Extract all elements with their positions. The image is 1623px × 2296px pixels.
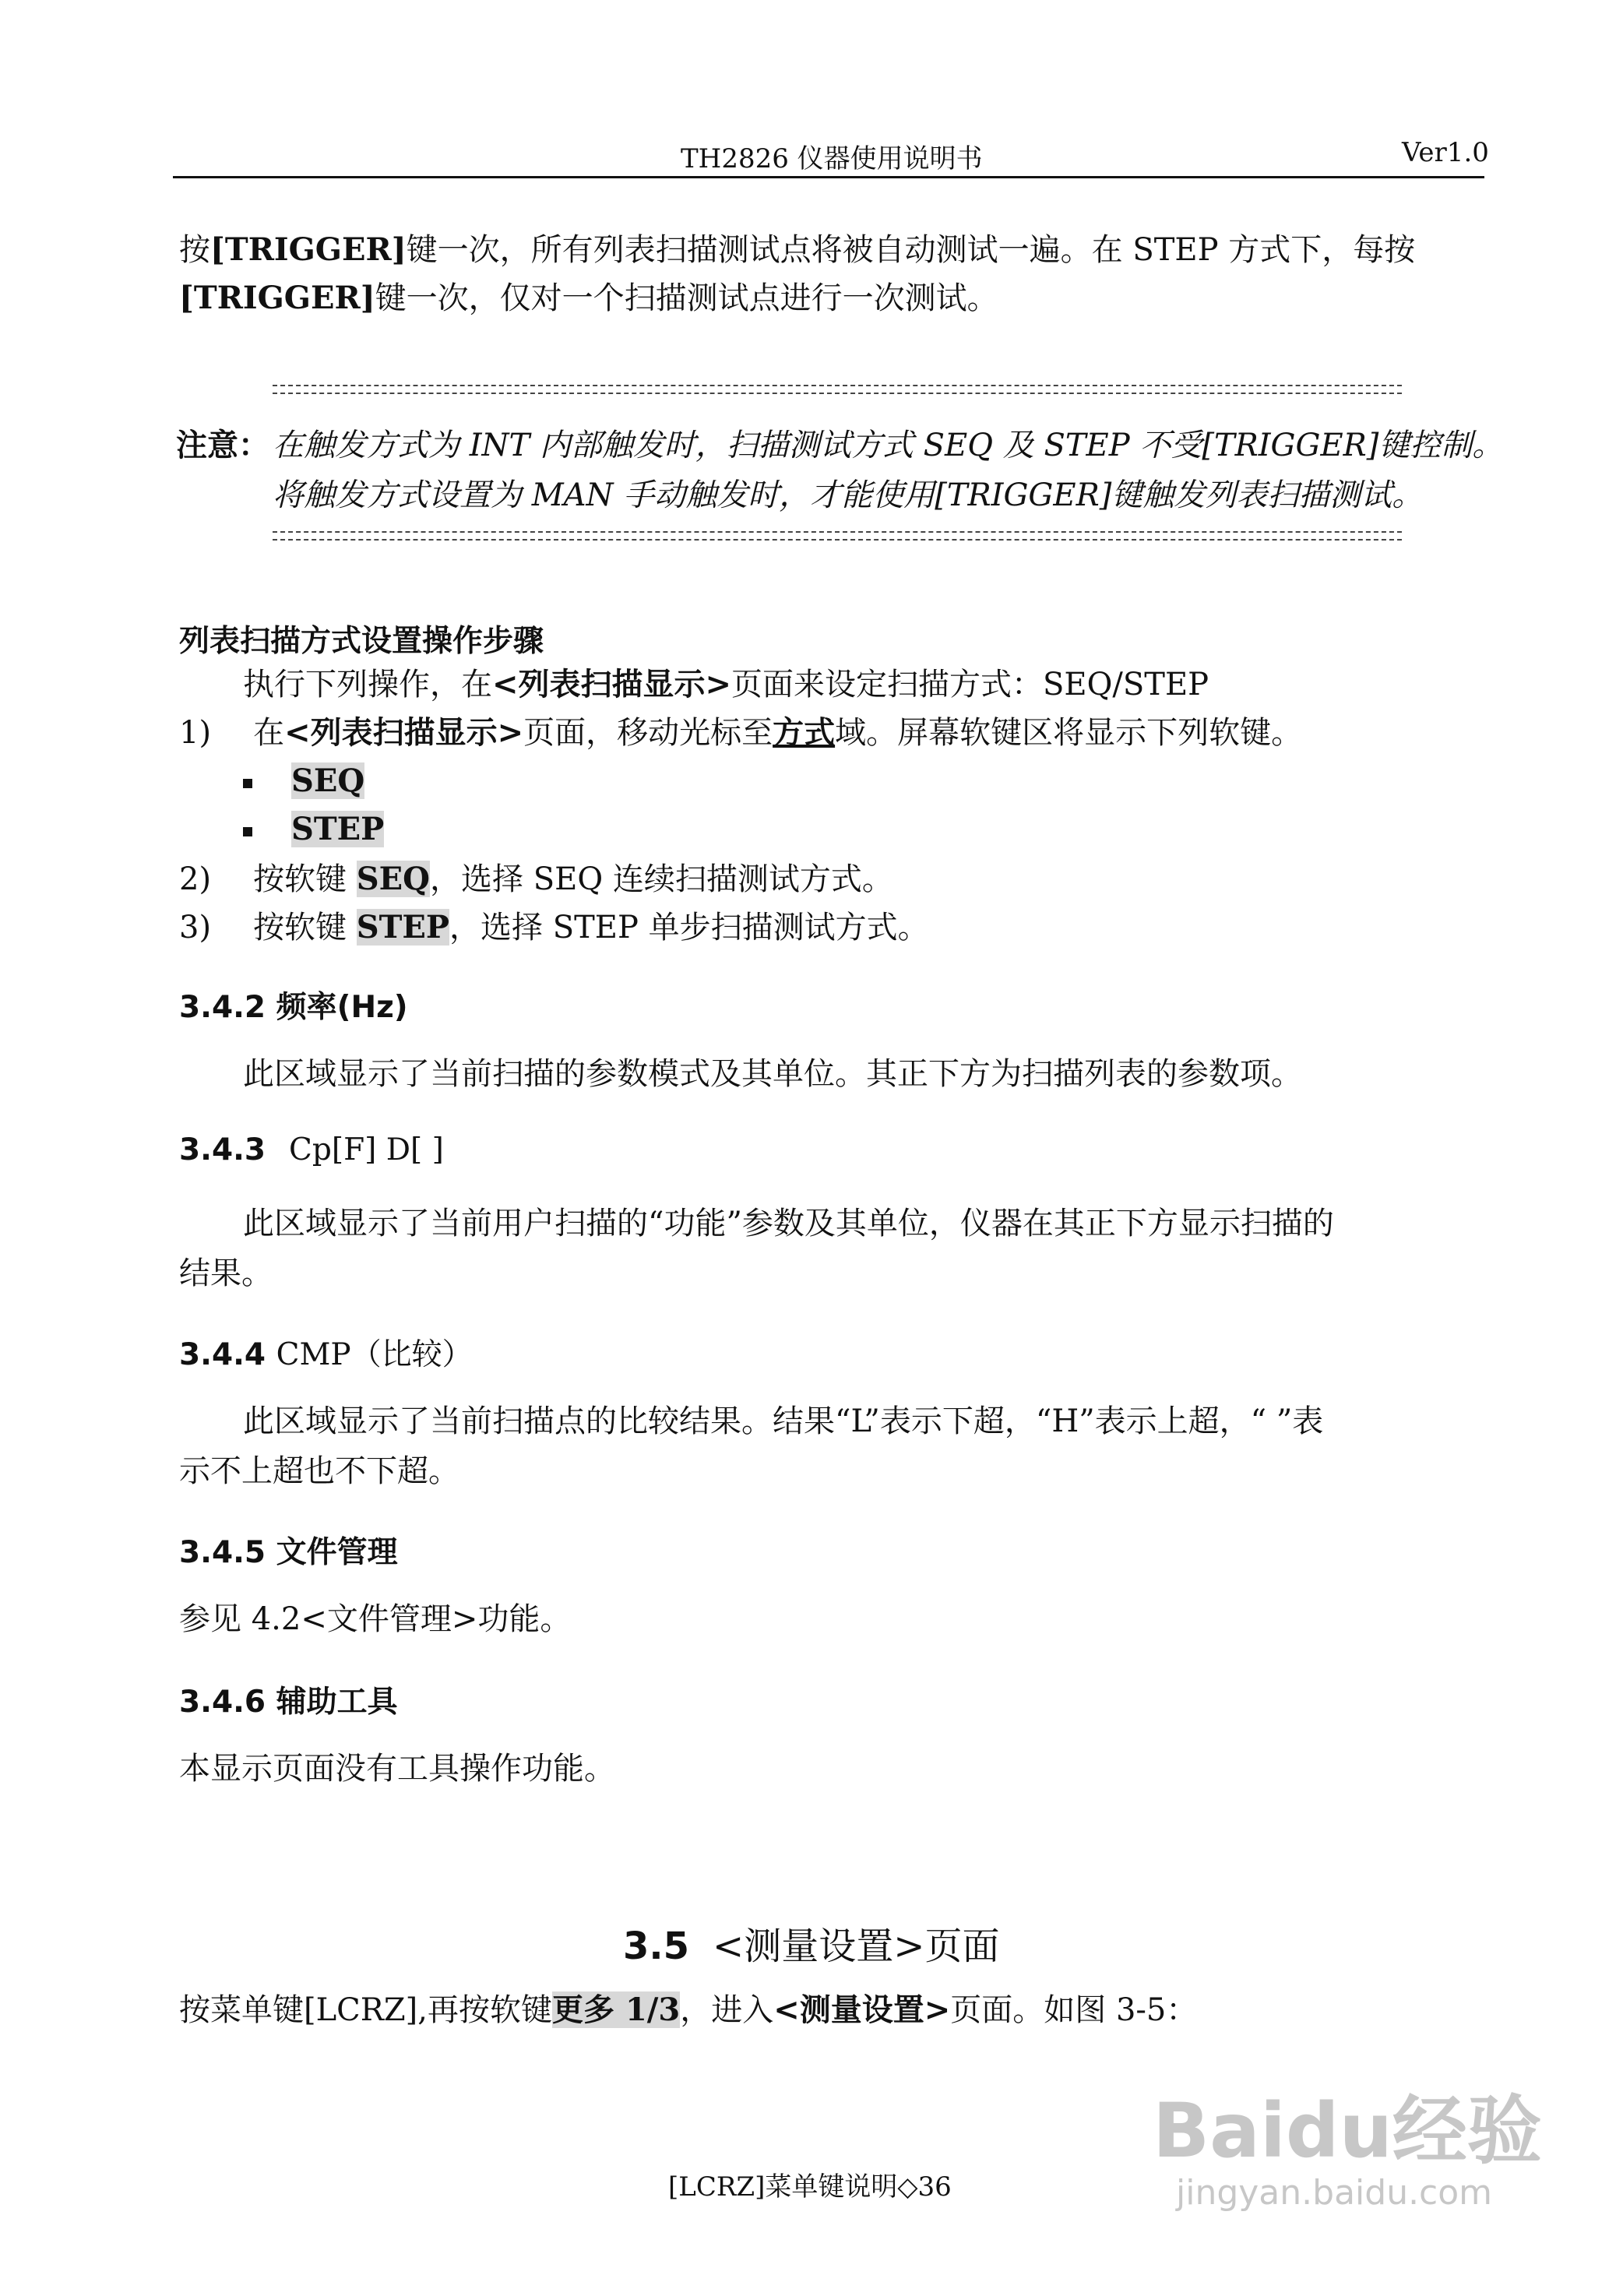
section-3-4-4-heading: 3.4.4 CMP（比较） bbox=[179, 1337, 473, 1372]
step-2: 2) 按软键 SEQ，选择 SEQ 连续扫描测试方式。 bbox=[179, 861, 893, 897]
step-3: 3) 按软键 STEP，选择 STEP 单步扫描测试方式。 bbox=[179, 909, 929, 946]
step-1: 1) 在<列表扫描显示>页面，移动光标至方式域。屏幕软键区将显示下列软键。 bbox=[179, 714, 1303, 751]
intro-line-1: 按[TRIGGER]键一次，所有列表扫描测试点将被自动测试一遍。在 STEP 方式下，每按 bbox=[179, 231, 1416, 268]
note-top-rule bbox=[273, 385, 1402, 394]
procedure-lead: 执行下列操作，在<列表扫描显示>页面来设定扫描方式：SEQ/STEP bbox=[243, 666, 1209, 703]
bullet-icon bbox=[243, 827, 252, 836]
section-3-4-4-text-1: 此区域显示了当前扫描点的比较结果。结果“L”表示下超，“H”表示上超，“ ”表 bbox=[243, 1403, 1324, 1439]
header-version: Ver1.0 bbox=[1402, 137, 1489, 168]
section-3-4-3-text-1: 此区域显示了当前用户扫描的“功能”参数及其单位，仪器在其正下方显示扫描的 bbox=[243, 1206, 1334, 1241]
chapter-3-5-text: 按菜单键[LCRZ],再按软键更多 1/3，进入<测量设置>页面。如图 3-5： bbox=[179, 1991, 1198, 2028]
watermark-logo: Baidu经验 bbox=[1153, 2087, 1542, 2175]
softkey-step: STEP bbox=[243, 805, 384, 854]
section-3-4-2-heading: 3.4.2 频率(Hz) bbox=[179, 990, 408, 1025]
watermark-url: jingyan.baidu.com bbox=[1176, 2173, 1493, 2213]
note-bottom-rule bbox=[273, 531, 1402, 541]
header-title: TH2826 仪器使用说明书 bbox=[681, 143, 983, 174]
section-3-4-4-text-2: 示不上超也不下超。 bbox=[179, 1453, 459, 1489]
section-3-4-6-heading: 3.4.6 辅助工具 bbox=[179, 1685, 398, 1720]
header-rule bbox=[173, 176, 1484, 178]
section-3-4-3-heading: 3.4.3 Cp[F] D[ ] bbox=[179, 1132, 444, 1167]
bullet-icon bbox=[243, 779, 252, 788]
section-3-4-2-text: 此区域显示了当前扫描的参数模式及其单位。其正下方为扫描列表的参数项。 bbox=[243, 1056, 1302, 1092]
section-3-4-5-heading: 3.4.5 文件管理 bbox=[179, 1535, 398, 1570]
note-label: 注意： bbox=[176, 427, 269, 463]
softkey-seq: SEQ bbox=[243, 757, 364, 805]
chapter-3-5-heading: 3.5 <测量设置>页面 bbox=[623, 1924, 1000, 1968]
page-footer: [LCRZ]菜单键说明◇36 bbox=[668, 2171, 952, 2203]
section-3-4-6-text: 本显示页面没有工具操作功能。 bbox=[179, 1751, 615, 1787]
procedure-heading: 列表扫描方式设置操作步骤 bbox=[179, 624, 544, 659]
note-line-2: 将触发方式设置为 MAN 手动触发时，才能使用[TRIGGER]键触发列表扫描测试。 bbox=[273, 477, 1424, 513]
section-3-4-3-text-2: 结果。 bbox=[179, 1255, 273, 1291]
section-3-4-5-text: 参见 4.2<文件管理>功能。 bbox=[179, 1601, 572, 1637]
intro-line-2: [TRIGGER]键一次，仅对一个扫描测试点进行一次测试。 bbox=[179, 280, 998, 316]
note-line-1: 在触发方式为 INT 内部触发时，扫描测试方式 SEQ 及 STEP 不受[TRIGGER]键控制。 bbox=[273, 428, 1504, 463]
